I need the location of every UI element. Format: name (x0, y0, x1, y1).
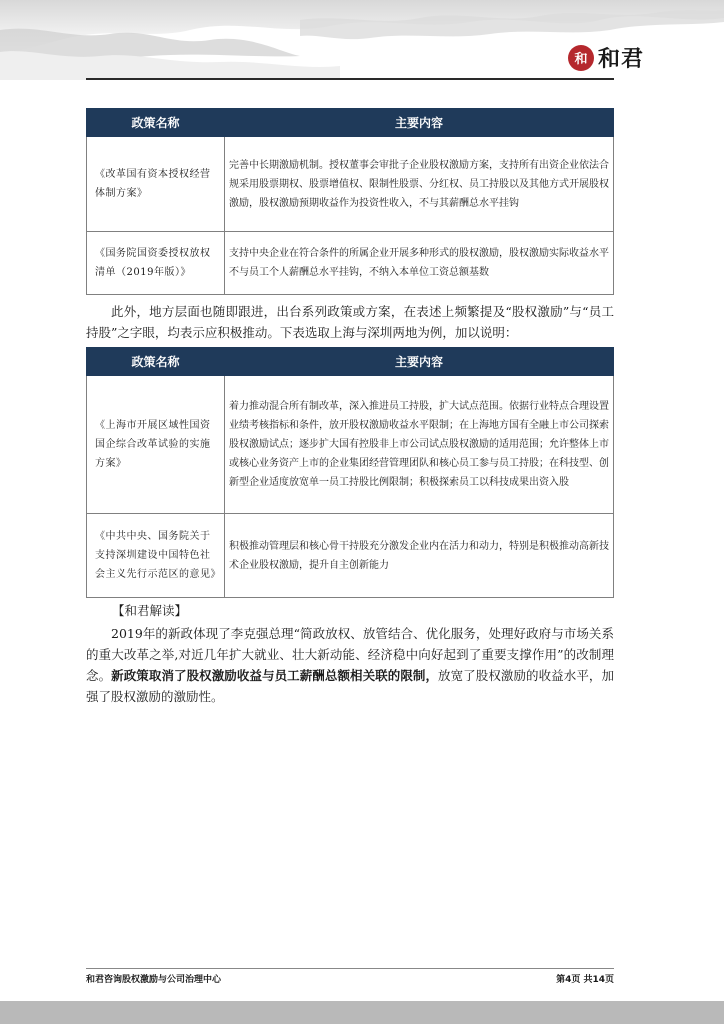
policy-name-cell: 《中共中央、国务院关于支持深圳建设中国特色社会主义先行示范区的意见》 (87, 514, 225, 598)
table-row (87, 137, 614, 232)
national-policy-table (86, 108, 614, 295)
paragraph-interpretation (86, 623, 614, 707)
table-row (87, 376, 614, 514)
policy-name-cell: 《上海市开展区域性国资国企综合改革试验的实施方案》 (87, 376, 225, 514)
interpretation-tail: 放宽了股权激励的收益水平，加强了股权激励的激励性。 (86, 668, 614, 704)
footer-page-number: 第4页 共14页 (556, 975, 614, 985)
local-policy-table (86, 347, 614, 598)
policy-name-cell: 《国务院国资委授权放权清单（2019年版）》 (87, 232, 225, 295)
interpretation-text: 2019年的新政体现了李克强总理“简政放权、放管结合、优化服务，处理好政府与市场关系的重大改革之举,对近几年扩大就业、壮大新动能、经济稳中向好起到了重要支撑作用”的改制理念。 (86, 626, 614, 683)
logo-text: 和君 (598, 47, 645, 72)
header-main-content: 主要内容 (225, 348, 614, 376)
page-content (86, 108, 614, 707)
header-rule (86, 78, 614, 80)
policy-name-cell: 《改革国有资本授权经营体制方案》 (87, 137, 225, 232)
header-policy-name: 政策名称 (87, 348, 225, 376)
paragraph-local-policies: 此外，地方层面也随即跟进，出台系列政策或方案，在表述上频繁提及“股权激励”与“员工持股”之字眼，均表示应积极推动。下表选取上海与深圳两地为例，加以说明： (86, 304, 614, 340)
footer-rule (86, 968, 614, 969)
bottom-band (0, 1001, 724, 1024)
brand-logo (568, 42, 644, 73)
policy-content-cell: 着力推动混合所有制改革，深入推进员工持股，扩大试点范围。依据行业特点合理设置业绩考核指标和条件，放开股权激励收益水平限制；在上海地方国有全融上市公司探索股权激励试点；逐步扩大国有控股非上市公司试点股权激励的适用范围；允许整体上市或核心业务资产上市的企业集团经营管理团队和核心员工参与员工持股；在科技型、创新型企业适度放宽单一员工持股比例限制；积极探索员工以科技成果出资入股 (225, 376, 614, 514)
table-row (87, 514, 614, 598)
interpretation-emphasis: 新政策取消了股权激励收益与员工薪酬总额相关联的限制， (111, 668, 439, 683)
header-policy-name: 政策名称 (87, 109, 225, 137)
policy-content-cell: 支持中央企业在符合条件的所属企业开展多种形式的股权激励，股权激励实际收益水平不与员工个人薪酬总水平挂钩，不纳入本单位工资总额基数 (225, 232, 614, 295)
policy-content-cell: 积极推动管理层和核心骨干持股充分激发企业内在活力和动力，特别是积极推动高新技术企业股权激励，提升自主创新能力 (225, 514, 614, 598)
table-row (87, 232, 614, 295)
logo-badge: 和 (568, 45, 594, 71)
table-header-row (87, 109, 614, 137)
section-heading-interpretation: 【和君解读】 (112, 603, 188, 618)
policy-content-cell: 完善中长期激励机制。授权董事会审批子企业股权激励方案，支持所有出资企业依法合规采用股票期权、股票增值权、限制性股票、分红权、员工持股以及其他方式开展股权激励，股权激励预期收益作为投资性收入，不与其薪酬总水平挂钩 (225, 137, 614, 232)
footer-organization: 和君咨询股权激励与公司治理中心 (86, 975, 222, 985)
table-header-row (87, 348, 614, 376)
header-main-content: 主要内容 (225, 109, 614, 137)
